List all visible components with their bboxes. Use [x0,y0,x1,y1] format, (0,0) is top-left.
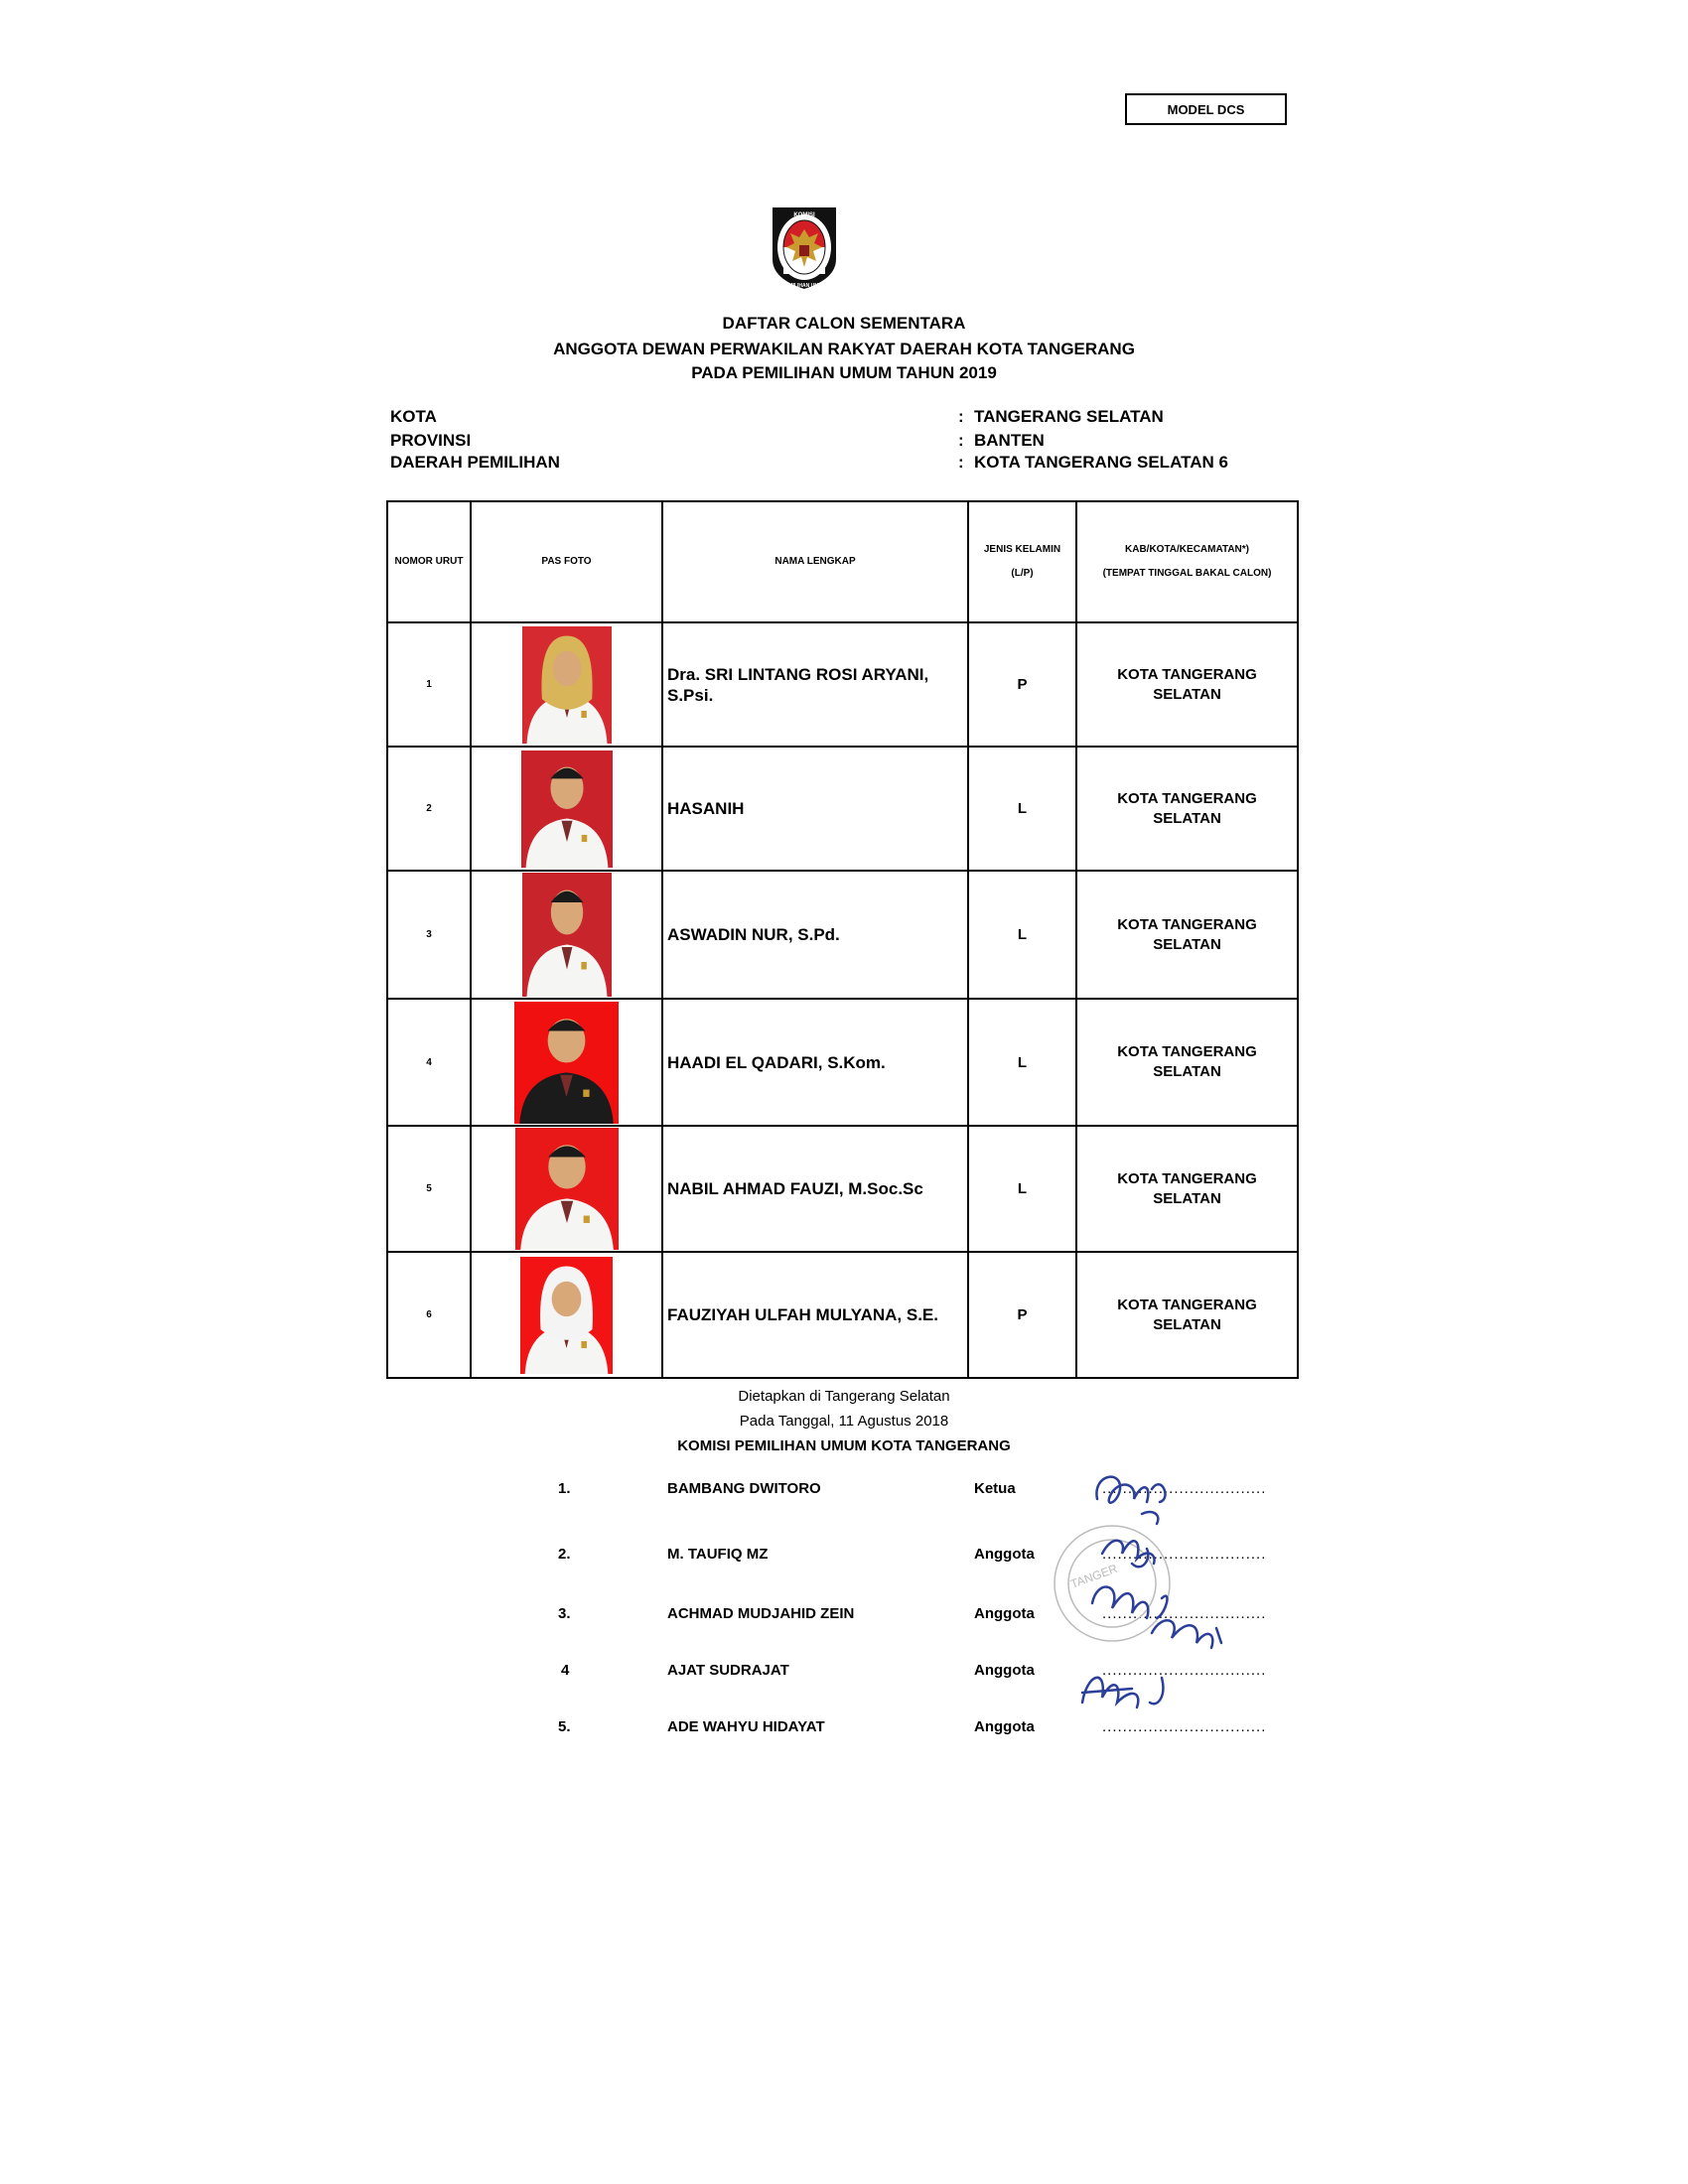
header-photo: PAS FOTO [471,501,662,622]
kpu-logo-icon [767,204,842,291]
signatory-role: Anggota [974,1662,1035,1679]
candidate-address [1076,1252,1298,1378]
candidate-name-cell [662,999,968,1126]
signatory-role: Anggota [974,1605,1035,1622]
candidate-address [1076,747,1298,871]
candidate-photo [515,1128,619,1250]
table-row [387,1126,1298,1252]
candidate-address-line1: KOTA TANGERANG [1117,1043,1257,1060]
info-colon: : [958,407,964,426]
candidate-address [1076,871,1298,999]
footer-place: Dietapkan di Tangerang Selatan [738,1388,950,1405]
header-name: NAMA LENGKAP [662,501,968,622]
signature-line: ................................ [1102,1605,1267,1622]
signatory-role: Ketua [974,1480,1016,1497]
candidate-name-suffix: S.Psi. [667,685,714,705]
candidate-address-line2: SELATAN [1153,1315,1221,1333]
signatory-role: Anggota [974,1546,1035,1563]
candidate-photo-cell [471,1252,662,1378]
candidate-photo [520,1257,613,1374]
info-value-kota: TANGERANG SELATAN [974,407,1164,426]
candidate-address-line1: KOTA TANGERANG [1117,915,1257,933]
candidate-table [386,500,1299,1379]
candidate-name: ASWADIN NUR, S.Pd. [667,925,840,944]
candidate-number: 4 [387,999,471,1126]
candidate-name: FAUZIYAH ULFAH MULYANA, S.E. [667,1305,938,1324]
model-label: MODEL DCS [1125,93,1287,125]
candidate-number: 3 [387,871,471,999]
table-row [387,1252,1298,1378]
candidate-address-line2: SELATAN [1153,1189,1221,1207]
signatory-name: BAMBANG DWITORO [667,1480,821,1497]
candidate-name-cell [662,1126,968,1252]
title-line-3: PADA PEMILIHAN UMUM TAHUN 2019 [691,363,997,382]
candidate-sex: L [968,1126,1076,1252]
candidate-address-line2: SELATAN [1153,1063,1221,1080]
table-row [387,871,1298,999]
info-value-dapil: KOTA TANGERANG SELATAN 6 [974,453,1228,472]
info-label-dapil: DAERAH PEMILIHAN [390,453,560,472]
candidate-address-line2: SELATAN [1153,935,1221,953]
candidate-name: HASANIH [667,799,745,818]
signatures-and-stamp-icon [1043,1454,1301,1752]
candidate-sex: L [968,871,1076,999]
signature-line: ................................ [1102,1662,1267,1679]
header-sex-line1: JENIS KELAMIN [983,544,1061,555]
signatory-role: Anggota [974,1718,1035,1735]
candidate-photo [522,626,612,744]
candidate-number: 2 [387,747,471,871]
candidate-address-line2: SELATAN [1153,685,1221,703]
title-line-2: ANGGOTA DEWAN PERWAKILAN RAKYAT DAERAH KOTA TANGERANG [553,340,1135,358]
candidate-photo [522,873,612,997]
candidate-number: 6 [387,1252,471,1378]
logo-top-text: KOMISI [793,212,815,218]
candidate-name-cell [662,871,968,999]
table-row [387,999,1298,1126]
table-row [387,622,1298,747]
signature-line: ................................ [1102,1718,1267,1735]
candidate-number: 1 [387,622,471,747]
header-address-line2: (TEMPAT TINGGAL BAKAL CALON) [1102,568,1272,579]
candidate-photo-cell [471,1126,662,1252]
candidate-address [1076,622,1298,747]
candidate-name-cell [662,1252,968,1378]
candidate-address [1076,999,1298,1126]
header-no: NOMOR URUT [387,501,471,622]
info-label-kota: KOTA [390,407,437,426]
candidate-name-cell [662,622,968,747]
signature-line: ................................ [1102,1546,1267,1563]
header-sex [968,501,1076,622]
info-colon: : [958,453,964,472]
header-sex-line2: (L/P) [1011,568,1034,579]
signatory-number: 1. [558,1480,571,1497]
candidate-photo [514,1002,619,1124]
candidate-address-line1: KOTA TANGERANG [1117,789,1257,807]
candidate-photo-cell [471,747,662,871]
signatory-number: 5. [558,1718,571,1735]
signatory-number: 2. [558,1546,571,1563]
signatory-name: M. TAUFIQ MZ [667,1546,769,1563]
candidate-address-line1: KOTA TANGERANG [1117,1169,1257,1187]
candidate-photo-cell [471,622,662,747]
candidate-name: NABIL AHMAD FAUZI, M.Soc.Sc [667,1179,923,1198]
candidate-address-line1: KOTA TANGERANG [1117,1296,1257,1313]
candidate-number: 5 [387,1126,471,1252]
signatory-name: ACHMAD MUDJAHID ZEIN [667,1605,855,1622]
candidate-name: Dra. SRI LINTANG ROSI ARYANI, [667,664,929,684]
candidate-sex: L [968,747,1076,871]
info-label-provinsi: PROVINSI [390,431,472,450]
table-row [387,747,1298,871]
candidate-sex: L [968,999,1076,1126]
signatory-number: 4 [561,1662,570,1679]
header-address-line1: KAB/KOTA/KECAMATAN*) [1125,544,1249,555]
info-value-provinsi: BANTEN [974,431,1045,450]
header-address [1076,501,1298,622]
candidate-address-line1: KOTA TANGERANG [1117,665,1257,683]
footer-date: Pada Tanggal, 11 Agustus 2018 [739,1413,949,1430]
table-header-row [387,501,1298,622]
svg-text:TANGER: TANGER [1068,1561,1120,1591]
footer-org: KOMISI PEMILIHAN UMUM KOTA TANGERANG [677,1437,1011,1454]
logo-bottom-text: PEMILIHAN UMUM [781,283,827,289]
candidate-address [1076,1126,1298,1252]
candidate-photo-cell [471,871,662,999]
info-colon: : [958,431,964,450]
signatory-number: 3. [558,1605,571,1622]
signatory-name: AJAT SUDRAJAT [667,1662,789,1679]
candidate-address-line2: SELATAN [1153,809,1221,827]
signatory-name: ADE WAHYU HIDAYAT [667,1718,825,1735]
candidate-photo-cell [471,999,662,1126]
candidate-name-cell [662,747,968,871]
candidate-photo [521,751,613,868]
candidate-name: HAADI EL QADARI, S.Kom. [667,1052,886,1072]
candidate-sex: P [968,1252,1076,1378]
signature-line: ................................ [1102,1480,1267,1497]
title-line-1: DAFTAR CALON SEMENTARA [722,314,966,333]
candidate-sex: P [968,622,1076,747]
